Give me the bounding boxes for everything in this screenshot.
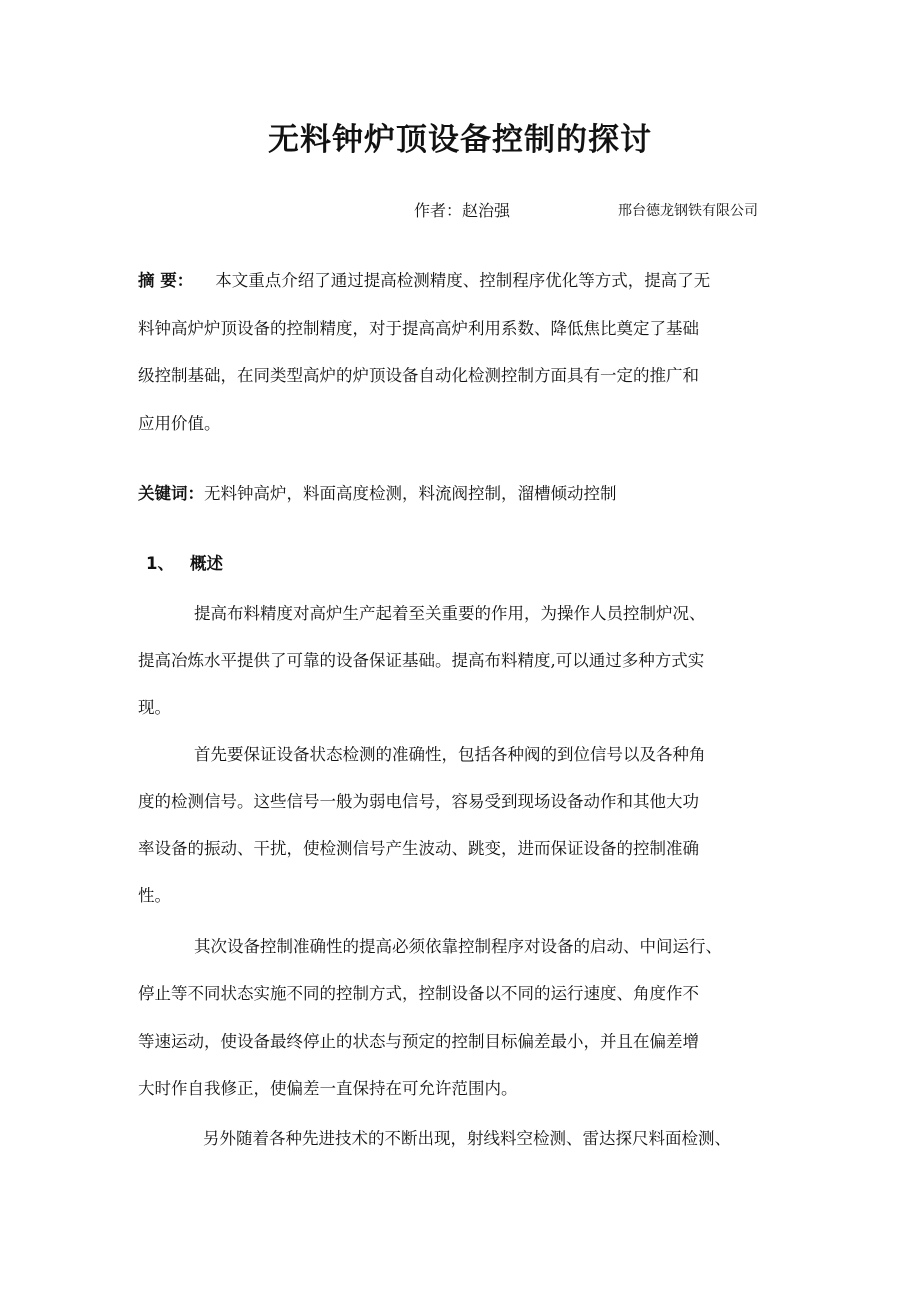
- abstract-text: 本文重点介绍了通过提高检测精度、控制程序优化等方式，提高了无: [215, 271, 711, 290]
- paragraph-4-line-1: 另外随着各种先进技术的不断出现，射线料空检测、雷达探尺料面检测、: [203, 1129, 731, 1148]
- abstract-label: 摘 要：: [138, 271, 194, 290]
- keywords-text: 无料钟高炉，料面高度检测，料流阀控制，溜槽倾动控制: [204, 484, 617, 503]
- document-title: 无料钟炉顶设备控制的探讨: [268, 122, 652, 158]
- abstract-line-4: 应用价值。: [138, 414, 221, 433]
- abstract-line-3: 级控制基础，在同类型高炉的炉顶设备自动化检测控制方面具有一定的推广和: [138, 366, 699, 385]
- paragraph-3-line-1: 其次设备控制准确性的提高必须依靠控制程序对设备的启动、中间运行、: [194, 937, 722, 956]
- section-heading: [146, 550, 223, 574]
- paragraph-2-line-2: 度的检测信号。这些信号一般为弱电信号，容易受到现场设备动作和其他大功: [138, 792, 699, 811]
- author-name: 赵治强: [462, 201, 511, 220]
- keywords-line: [138, 480, 617, 504]
- paragraph-1-line-1: 提高布料精度对高炉生产起着至关重要的作用，为操作人员控制炉况、: [194, 604, 706, 623]
- section-title: 概述: [189, 554, 223, 573]
- author-company: 邢台德龙钢铁有限公司: [618, 203, 758, 219]
- paragraph-1-line-3: 现。: [138, 698, 171, 717]
- section-number: 1、: [146, 554, 174, 573]
- paragraph-1-line-2: 提高冶炼水平提供了可靠的设备保证基础。提高布料精度,可以通过多种方式实: [138, 651, 705, 670]
- abstract-line-2: 料钟高炉炉顶设备的控制精度，对于提高高炉利用系数、降低焦比奠定了基础: [138, 319, 699, 338]
- paragraph-2-line-3: 率设备的振动、干扰，使检测信号产生波动、跳变，进而保证设备的控制准确: [138, 839, 699, 858]
- abstract-line-1: [138, 267, 710, 291]
- author-line: [414, 198, 510, 221]
- keywords-label: 关键词：: [138, 484, 204, 503]
- paragraph-3-line-2: 停止等不同状态实施不同的控制方式，控制设备以不同的运行速度、角度作不: [138, 984, 699, 1003]
- paragraph-3-line-3: 等速运动，使设备最终停止的状态与预定的控制目标偏差最小，并且在偏差增: [138, 1032, 699, 1051]
- author-label: 作者：: [414, 201, 463, 220]
- paragraph-2-line-4: 性。: [138, 886, 171, 905]
- paragraph-3-line-4: 大时作自我修正，使偏差一直保持在可允许范围内。: [138, 1079, 518, 1098]
- paragraph-2-line-1: 首先要保证设备状态检测的准确性，包括各种阀的到位信号以及各种角: [194, 745, 706, 764]
